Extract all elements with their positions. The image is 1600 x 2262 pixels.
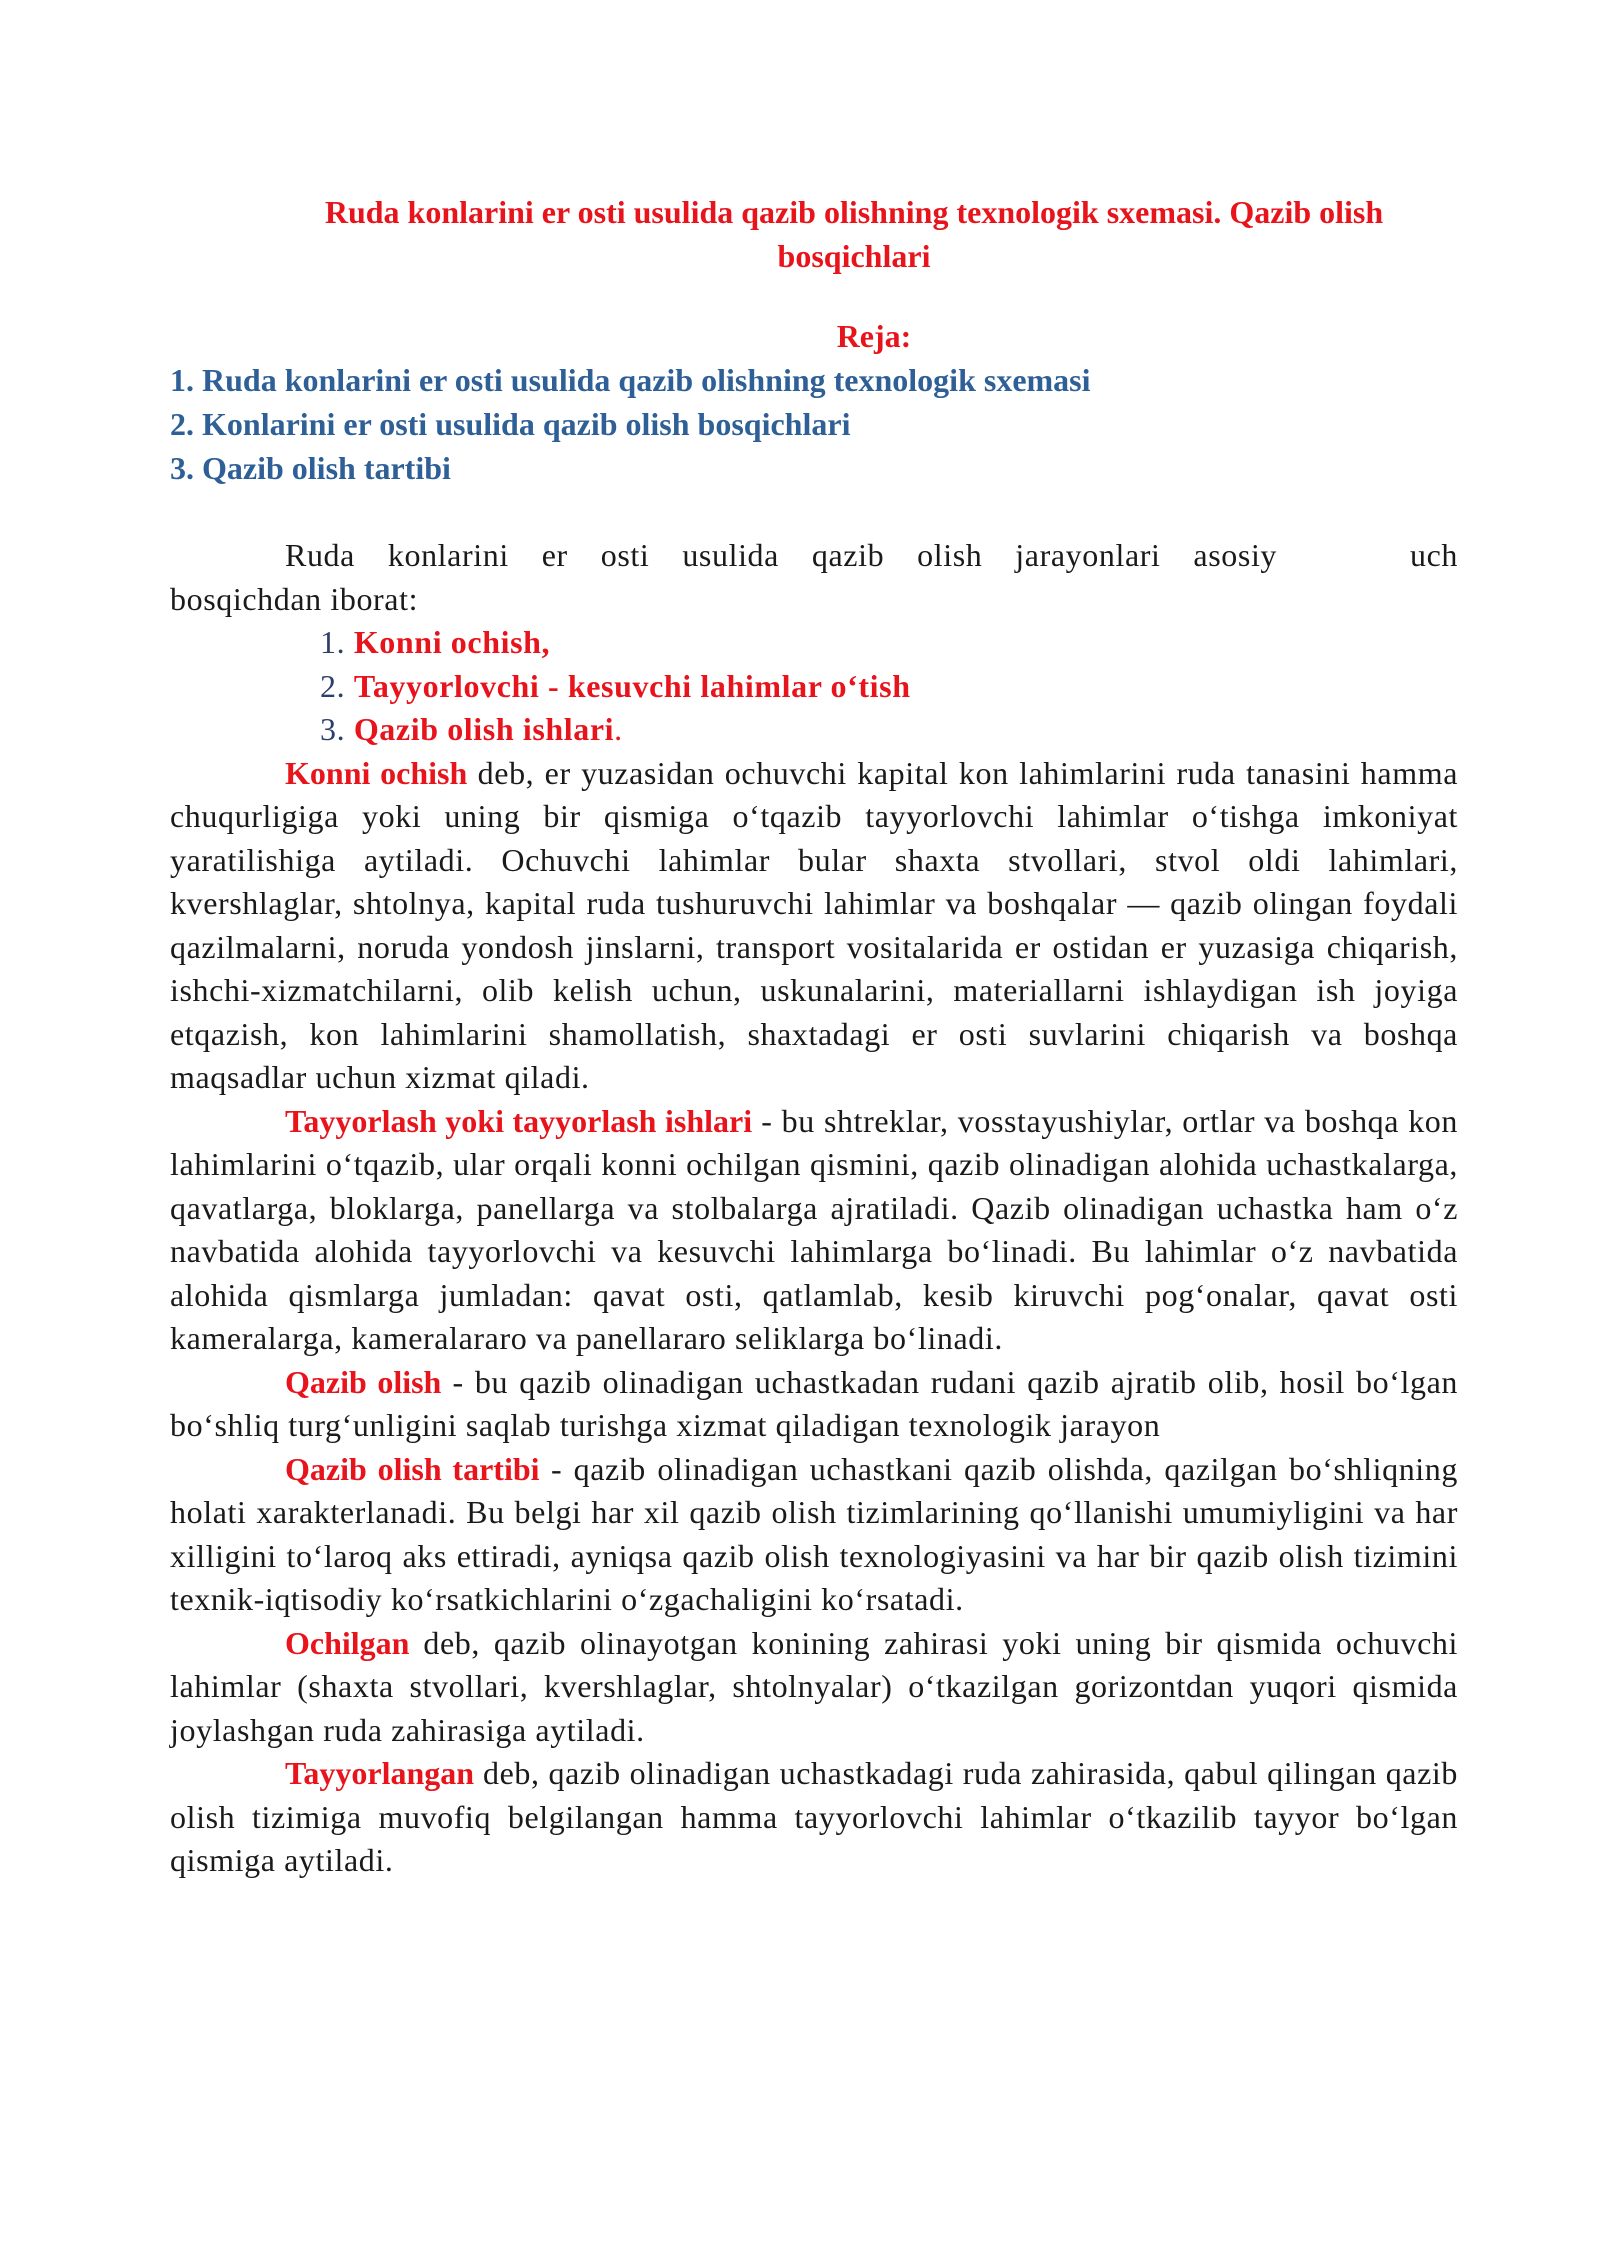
stage-item [170,621,1458,665]
paragraph-text: - bu shtreklar, vosstayushiylar, ortlar va boshqa kon lahimlarini o‘tqazib, ular orqali konni ochilgan qismini, qazib olinadigan alohida uchastkalarga, qavatlarga, bloklarga, panellarga va stolbalarga ajratiladi. Qazib olinadigan uchastka ham o‘z navbatida alohida tayyorlovchi va kesuvchi lahimlarga bo‘linadi. Bu lahimlar o‘z navbatida alohida qismlarga jumladan: qavat osti, qatlamlab, kesib kiruvchi pog‘onalar, qavat osti kameralarga, kameralararo va panellararo seliklarga bo‘linadi. [170,1102,1459,1356]
plan-item: 3. Qazib olish tartibi [170,450,451,486]
body-paragraph [170,752,1458,1100]
stage-item [170,708,1458,752]
stage-list [170,621,1458,752]
paragraph-term: Konni ochish [285,754,468,791]
stage-text: Konni ochish, [353,624,551,660]
body-paragraph [170,1752,1458,1883]
stage-tail: . [614,711,623,747]
body-paragraph [170,1361,1458,1448]
intro-paragraph [170,534,1458,578]
plan-list [170,358,1458,490]
paragraph-term: Qazib olish tartibi [285,1450,540,1487]
paragraph-term: Ochilgan [285,1624,410,1661]
intro-line-2: bosqichdan iborat: [170,580,419,617]
stage-text: Tayyorlovchi - kesuvchi lahimlar o‘tish [353,667,911,704]
paragraph-text: - qazib olinadigan uchastkani qazib olishda, qazilgan bo‘shliqning holati xarakterlanadi. Bu belgi har xil qazib olish tizimlarining qo‘llanishi umumiyligini va har xilligini to‘laroq aks ettiradi, ayniqsa qazib olish texnologiyasini va har bir qazib olish tizimini texnik-iqtisodiy ko‘rsatkichlarini o‘zgachaligini ko‘rsatadi. [170,1450,1458,1617]
intro-line-end: uch [1409,537,1458,573]
paragraph-text: deb, qazib olinayotgan konining zahirasi yoki uning bir qismida ochuvchi lahimlar (shaxta stvollari, kvershlaglar, shtolnyalar) o‘tkazilgan gorizontdan yuqori qismida joylashgan ruda zahirasiga aytiladi. [170,1624,1458,1748]
stage-item [170,665,1458,709]
paragraph-term: Tayyorlangan [285,1755,475,1791]
paragraph-text: deb, qazib olinadigan uchastkadagi ruda zahirasida, qabul qilingan qazib olish tizimiga muvofiq belgilangan hamma tayyorlovchi lahimlar o‘tkazilib tayyor bo‘lgan qismiga aytiladi. [170,1755,1458,1878]
plan-item: 1. Ruda konlarini er osti usulida qazib olishning texnologik sxemasi [170,362,1091,398]
stage-text: Qazib olish ishlari [353,711,615,747]
paragraph-term: Qazib olish [285,1363,442,1400]
plan-item: 2. Konlarini er osti usulida qazib olish bosqichlari [170,406,851,442]
document-page [170,190,1458,1883]
paragraph-text: deb, er yuzasidan ochuvchi kapital kon lahimlarini ruda tanasini hamma chuqurligiga yoki uning bir qismiga o‘tqazib tayyorlovchi lahimlar o‘tishga imkoniyat yaratilishiga aytiladi. Ochuvchi lahimlar bular shaxta stvollari, stvol oldi lahimlari, kvershlaglar, shtolnya, kapital ruda tushuruvchi lahimlar va boshqalar — qazib olingan foydali qazilmalarni, noruda yondosh jinslarni, transport vositalarida er ostidan er yuzasiga chiqarish, ishchi-xizmatchilarni, olib kelish uchun, uskunalarini, materiallarni ishlaydigan ish joyiga etqazish, kon lahimlarini shamollatish, shaxtadagi er osti suvlarini chiqarish va boshqa maqsadlar uchun xizmat qiladi. [170,754,1458,1095]
stage-number: 2. [320,667,346,704]
body-paragraph [170,1448,1458,1622]
body-paragraph [170,1100,1458,1361]
body-paragraph [170,1622,1458,1753]
stage-number: 3. [320,711,346,747]
intro-line-start: Ruda konlarini er osti usulida qazib olish jarayonlari asosiy [285,537,1278,573]
stage-number: 1. [320,624,346,660]
paragraph-term: Tayyorlash yoki tayyorlash ishlari [285,1102,753,1139]
document-title: Ruda konlarini er osti usulida qazib olishning texnologik sxemasi. Qazib olish bosqichlari [324,194,1384,274]
paragraph-text: - bu qazib olinadigan uchastkadan rudani qazib ajratib olib, hosil bo‘lgan bo‘shliq turg‘unligini saqlab turishga xizmat qiladigan texnologik jarayon [170,1363,1459,1443]
plan-heading: Reja: [836,318,912,354]
